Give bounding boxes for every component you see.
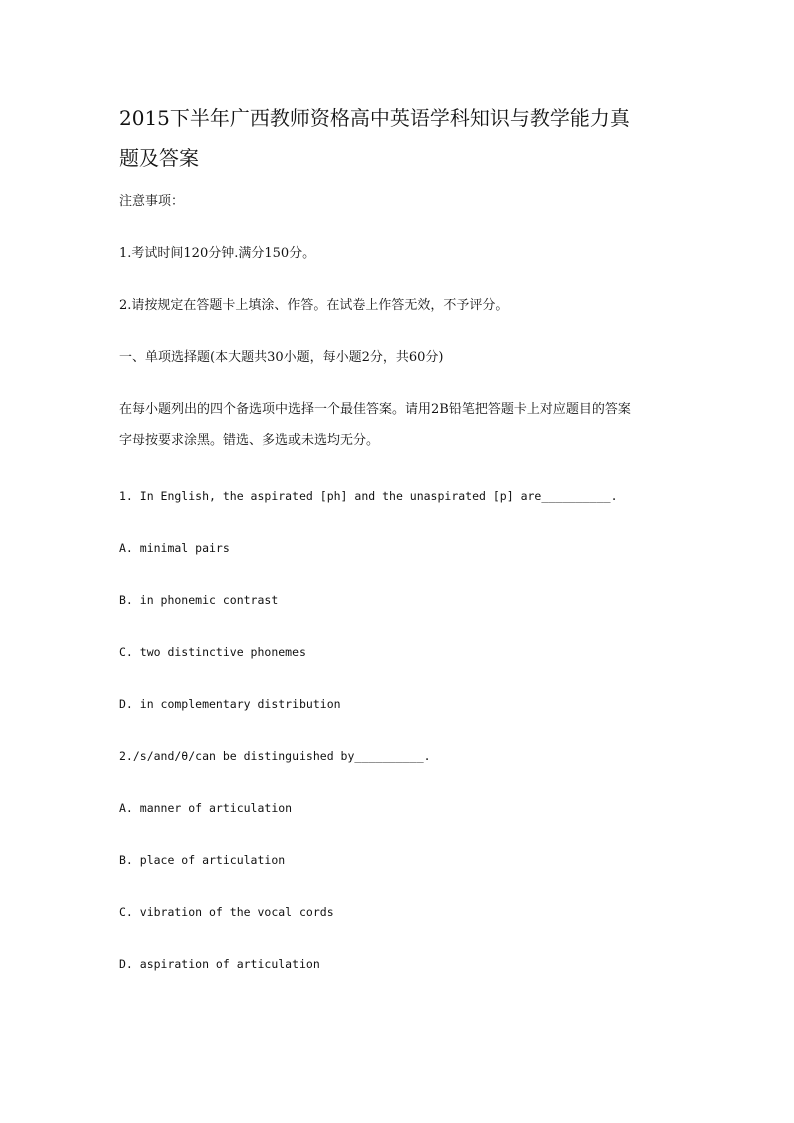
question-1-option-c: C. two distinctive phonemes	[119, 645, 306, 659]
question-1-option-b: B. in phonemic contrast	[119, 593, 279, 607]
document-title-line-1: 2015下半年广西教师资格高中英语学科知识与教学能力真	[119, 106, 630, 130]
notice-heading: 注意事项：	[119, 194, 185, 209]
instruction-line-2: 字母按要求涂黑。错选、多选或未选均无分。	[119, 433, 380, 448]
question-1-option-a: A. minimal pairs	[119, 541, 230, 555]
question-1-stem: 1. In English, the aspirated [ph] and the unaspirated [p] are__________.	[119, 489, 618, 503]
notice-item-2: 2.请按规定在答题卡上填涂、作答。在试卷上作答无效，不予评分。	[119, 298, 509, 313]
question-2-stem: 2./s/and/θ/can be distinguished by__________.	[119, 749, 431, 763]
question-1-option-d: D. in complementary distribution	[119, 697, 341, 711]
instruction-line-1: 在每小题列出的四个备选项中选择一个最佳答案。请用2B铅笔把答题卡上对应题目的答案	[119, 402, 631, 417]
question-2-option-a: A. manner of articulation	[119, 801, 293, 815]
question-2-option-d: D. aspiration of articulation	[119, 957, 320, 971]
section-heading: 一、单项选择题(本大题共30小题，每小题2分，共60分)	[119, 350, 444, 365]
notice-item-1: 1.考试时间120分钟.满分150分。	[119, 246, 316, 261]
question-2-option-b: B. place of articulation	[119, 853, 286, 867]
question-2-option-c: C. vibration of the vocal cords	[119, 905, 334, 919]
document-title-line-2: 题及答案	[119, 146, 199, 170]
